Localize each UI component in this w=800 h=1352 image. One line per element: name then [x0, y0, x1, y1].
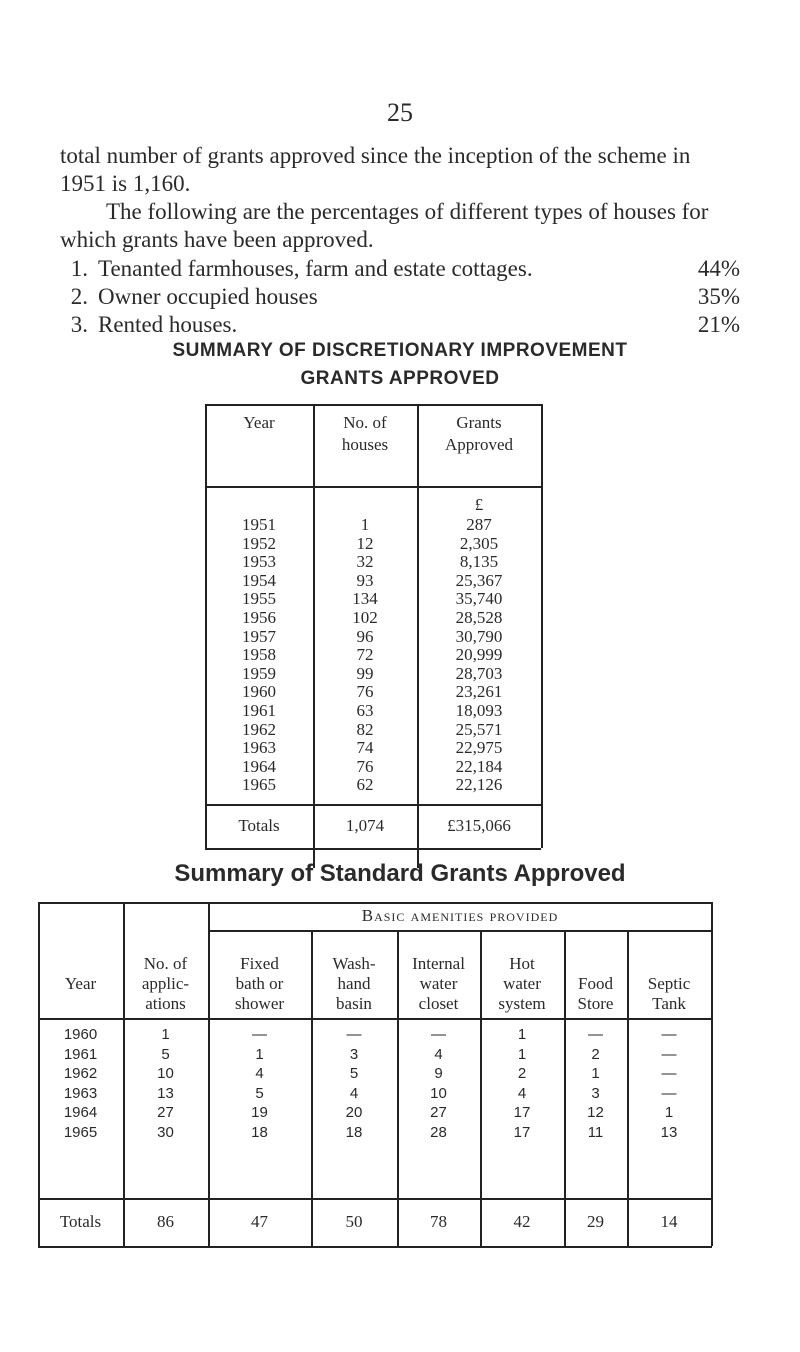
grants-cell: 20,999	[455, 645, 503, 665]
house-type-item	[60, 284, 740, 312]
grants-cell: 8,135	[459, 552, 499, 572]
year-cell: 1953	[242, 552, 276, 572]
house-type-percent: 44%	[697, 256, 740, 281]
year-cell: 1961	[242, 700, 276, 720]
col-header-food-store	[564, 974, 627, 1014]
food-cell: 2	[591, 1045, 600, 1063]
bath-cell: 1	[255, 1045, 264, 1063]
basin-cell: 18	[345, 1123, 363, 1141]
food-cell: —	[588, 1026, 603, 1043]
house-type-label: Rented houses.	[98, 312, 238, 337]
year-cell: 1960	[242, 682, 276, 702]
houses-column	[313, 516, 417, 795]
header-line: basin	[336, 994, 372, 1013]
discretionary-grants-table	[205, 404, 541, 848]
houses-cell: 74	[356, 738, 374, 758]
houses-cell: 134	[352, 589, 378, 609]
houses-cell: 72	[356, 645, 374, 665]
food-cell: 3	[591, 1084, 600, 1102]
apps-cell: 13	[157, 1084, 174, 1102]
header-line: applic-	[141, 974, 190, 993]
header-line: water	[419, 974, 458, 993]
septic-cell: —	[661, 1026, 677, 1043]
header-line: Food	[578, 974, 613, 993]
totals-houses: 1,074	[345, 816, 385, 835]
bath-cell: 4	[255, 1065, 264, 1082]
house-type-percent: 21%	[697, 312, 740, 337]
houses-cell: 96	[356, 626, 374, 646]
grants-cell: 2,305	[459, 533, 499, 553]
percentages-paragraph: The following are the percentages of different types of houses for which grants have been approved.	[60, 199, 709, 252]
year-cell: 1959	[242, 663, 276, 683]
house-type-number: 3.	[70, 312, 88, 337]
currency-symbol: £	[474, 495, 484, 514]
standard-grants-table	[38, 902, 712, 1352]
wc-cell: 9	[434, 1065, 443, 1082]
houses-cell: 76	[356, 682, 374, 702]
year-cell: 1962	[63, 1065, 98, 1082]
col-header-houses-line1: No. of	[343, 413, 387, 432]
basin-cell: —	[346, 1026, 362, 1043]
col-header-applications	[123, 954, 208, 1014]
house-type-item	[60, 256, 740, 284]
wc-cell: 27	[430, 1104, 447, 1121]
septic-cell: 1	[664, 1104, 674, 1121]
house-type-number: 2.	[70, 284, 88, 309]
grants-cell: 23,261	[455, 682, 503, 702]
apps-cell: 10	[157, 1065, 174, 1082]
food-cell: 12	[587, 1104, 604, 1121]
houses-cell: 76	[356, 756, 374, 776]
year-cell: 1961	[63, 1045, 98, 1063]
totals-label: Totals	[238, 816, 280, 835]
year-column	[205, 516, 313, 795]
wc-cell: —	[431, 1026, 446, 1043]
hot-cell: 17	[513, 1104, 531, 1121]
totals-grants: £315,066	[447, 816, 511, 835]
header-line: shower	[234, 994, 285, 1013]
col-header-grants-line1: Grants	[456, 413, 502, 432]
houses-cell: 63	[356, 700, 374, 720]
grants-cell: 22,126	[455, 775, 503, 795]
basic-amenities-header: Basic amenities provided	[361, 906, 559, 925]
apps-cell: 5	[161, 1045, 170, 1063]
bath-cell: 18	[251, 1123, 268, 1141]
col-header-grants-line2: Approved	[445, 435, 513, 454]
house-type-number: 1.	[70, 256, 88, 281]
header-line: system	[498, 994, 546, 1013]
col-header-hot-water	[480, 954, 564, 1014]
houses-cell: 62	[356, 775, 374, 795]
wc-cell: 10	[430, 1084, 447, 1102]
bath-cell: 19	[251, 1104, 268, 1121]
basin-cell: 3	[349, 1045, 359, 1063]
grants-column	[417, 516, 541, 795]
year-cell: 1951	[242, 515, 276, 534]
hot-cell: 17	[513, 1123, 531, 1141]
totals-hot: 42	[513, 1212, 531, 1231]
house-type-label: Owner occupied houses	[98, 284, 318, 309]
header-line: bath or	[235, 974, 284, 993]
year-cell: 1957	[242, 626, 276, 646]
header-line: closet	[418, 994, 459, 1013]
header-line: water	[503, 974, 541, 993]
septic-cell: —	[661, 1084, 677, 1102]
apps-cell: 30	[157, 1123, 174, 1141]
year-cell: 1964	[242, 756, 276, 776]
discretionary-title-line1: SUMMARY OF DISCRETIONARY IMPROVEMENT	[172, 340, 628, 361]
col-header-grants	[417, 412, 541, 456]
houses-cell: 93	[356, 570, 374, 590]
totals-basin: 50	[345, 1212, 363, 1231]
houses-cell: 102	[352, 607, 378, 627]
grants-cell: 22,975	[455, 738, 503, 758]
header-line: No. of	[143, 954, 188, 973]
septic-cell: 13	[660, 1123, 678, 1141]
hot-cell: 1	[517, 1045, 527, 1063]
header-line: Septic	[647, 974, 691, 993]
grants-cell: 28,703	[455, 663, 503, 683]
col-header-wc	[397, 954, 480, 1014]
totals-bath: 47	[251, 1212, 268, 1231]
hot-cell: 1	[517, 1026, 527, 1043]
year-cell: 1958	[242, 645, 276, 665]
col-header-bath	[208, 954, 311, 1014]
grants-cell: 35,740	[455, 589, 503, 609]
col-header-septic	[627, 974, 711, 1014]
header-line: Internal	[412, 954, 465, 973]
header-line: Store	[577, 994, 614, 1013]
houses-cell: 1	[360, 515, 370, 534]
header-line: Tank	[652, 994, 686, 1013]
page-number: 25	[387, 98, 413, 127]
bath-cell: 5	[255, 1084, 264, 1102]
intro-paragraph: total number of grants approved since the inception of the scheme in 1951 is 1,160.	[60, 143, 691, 196]
year-cell: 1964	[63, 1104, 98, 1121]
house-type-item	[60, 312, 740, 340]
apps-cell: 1	[161, 1026, 170, 1043]
year-cell: 1960	[63, 1026, 98, 1043]
hot-cell: 2	[517, 1065, 527, 1082]
houses-cell: 82	[356, 719, 374, 739]
totals-year: Totals	[59, 1212, 102, 1231]
col-header-year: Year	[243, 413, 275, 432]
year-cell: 1965	[63, 1123, 98, 1141]
year-cell: 1954	[242, 570, 276, 590]
apps-cell: 27	[157, 1104, 174, 1121]
grants-cell: 287	[466, 515, 492, 534]
wc-cell: 4	[434, 1045, 443, 1063]
col-header-basin	[311, 954, 397, 1014]
wc-cell: 28	[430, 1123, 447, 1141]
grants-cell: 28,528	[455, 607, 503, 627]
totals-food: 29	[587, 1212, 604, 1231]
grants-cell: 25,367	[455, 570, 503, 590]
standard-title: Summary of Standard Grants Approved	[174, 860, 626, 887]
hot-cell: 4	[517, 1084, 527, 1102]
grants-cell: 25,571	[455, 719, 503, 739]
col-header-houses	[313, 412, 417, 456]
bath-cell: —	[252, 1026, 267, 1043]
houses-cell: 99	[356, 663, 374, 683]
year-cell: 1962	[242, 719, 276, 739]
discretionary-title-line2: GRANTS APPROVED	[300, 368, 500, 389]
basin-cell: 4	[349, 1084, 359, 1102]
grants-cell: 18,093	[455, 700, 503, 720]
basin-cell: 20	[345, 1104, 363, 1121]
totals-apps: 86	[157, 1212, 174, 1231]
col-header-year: Year	[64, 974, 97, 993]
houses-cell: 32	[356, 552, 374, 572]
houses-cell: 12	[356, 533, 374, 553]
grants-cell: 22,184	[455, 756, 503, 776]
totals-wc: 78	[430, 1212, 447, 1231]
house-type-percent: 35%	[697, 284, 740, 309]
header-line: Wash-	[332, 954, 376, 973]
basin-cell: 5	[349, 1065, 359, 1082]
house-type-label: Tenanted farmhouses, farm and estate cottages.	[98, 256, 533, 281]
totals-septic: 14	[660, 1212, 678, 1231]
year-cell: 1956	[242, 607, 276, 627]
header-line: ations	[145, 994, 186, 1013]
year-cell: 1952	[242, 533, 276, 553]
year-cell: 1963	[63, 1084, 98, 1102]
grants-cell: 30,790	[455, 626, 503, 646]
year-cell: 1955	[242, 589, 276, 609]
year-cell: 1963	[242, 738, 276, 758]
food-cell: 1	[591, 1065, 600, 1082]
header-line: Fixed	[240, 954, 279, 973]
septic-cell: —	[661, 1045, 677, 1063]
header-line: hand	[337, 974, 371, 993]
year-cell: 1965	[242, 775, 276, 795]
col-header-houses-line2: houses	[341, 435, 389, 454]
septic-cell: —	[661, 1065, 677, 1082]
food-cell: 11	[587, 1123, 604, 1141]
header-line: Hot	[509, 954, 535, 973]
